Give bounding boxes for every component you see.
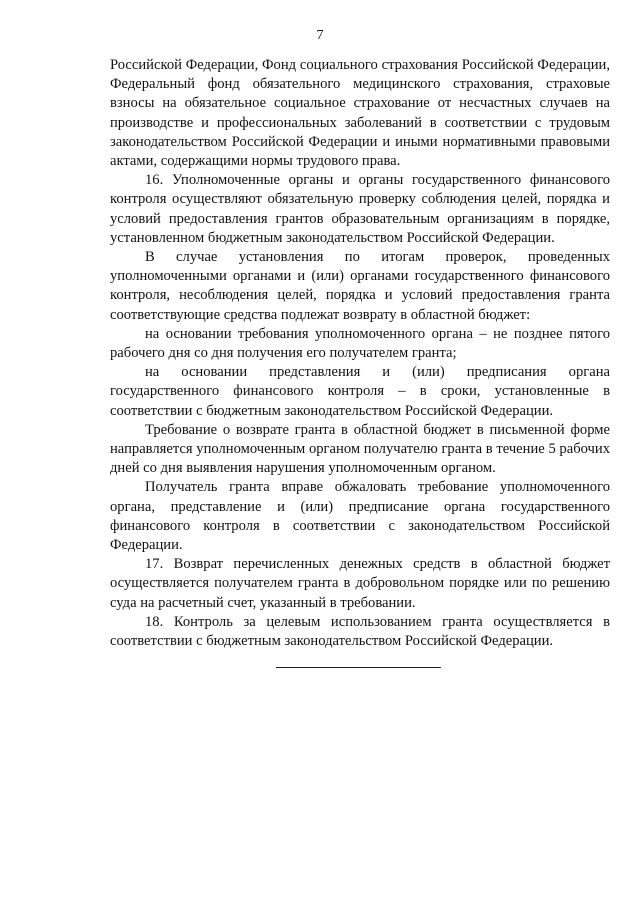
paragraph-verification-cases: В случае установления по итогам проверок, проведенных уполномоченными органами и (или) органами государственного финансового контроля, несоблюдения целей, порядка и условий предоставления гранта соответствующие средства подлежат возврату в областной бюджет: <box>110 249 610 323</box>
page-number: 7 <box>316 28 324 43</box>
paragraph-basis-requirement: на основании требования уполномоченного органа – не позднее пятого рабочего дня со дня получения его получателем гранта; <box>110 325 610 362</box>
paragraph-basis-representation: на основании представления и (или) предписания органа государственного финансового контроля – в сроки, установленные в соответствии с бюджетным законодательством Российской Федерации. <box>110 364 610 419</box>
paragraph-continuation: Российской Федерации, Фонд социального страхования Российской Федерации, Федеральный фонд обязательного медицинского страхования, страховые взносы на обязательное социальное страхование от несчастных случаев на производстве и профессиональных заболеваний в соответствии с трудовым законодательством Российской Федерации и иными нормативными правовыми актами, содержащими нормы трудового права. <box>110 57 610 170</box>
document-body <box>110 56 610 651</box>
end-divider-line <box>276 667 441 668</box>
paragraph-16: 16. Уполномоченные органы и органы государственного финансового контроля осуществляют обязательную проверку соблюдения целей, порядка и условий предоставления грантов образовательным организациям в порядке, установленном бюджетным законодательством Российской Федерации. <box>110 172 610 246</box>
paragraph-appeal-right: Получатель гранта вправе обжаловать требование уполномоченного органа, представление и (или) предписание органа государственного финансового контроля в соответствии с законодательством Российской Федерации. <box>110 479 610 554</box>
paragraph-return-requirement: Требование о возврате гранта в областной бюджет в письменной форме направляется уполномоченным органом получателю гранта в течение 5 рабочих дней со дня выявления нарушения уполномоченным органом. <box>110 421 610 477</box>
paragraph-18: 18. Контроль за целевым использованием гранта осуществляется в соответствии с бюджетным законодательством Российской Федерации. <box>110 613 610 650</box>
paragraph-17: 17. Возврат перечисленных денежных средств в областной бюджет осуществляется получателем гранта в добровольном порядке или по решению суда на расчетный счет, указанный в требовании. <box>110 556 610 611</box>
